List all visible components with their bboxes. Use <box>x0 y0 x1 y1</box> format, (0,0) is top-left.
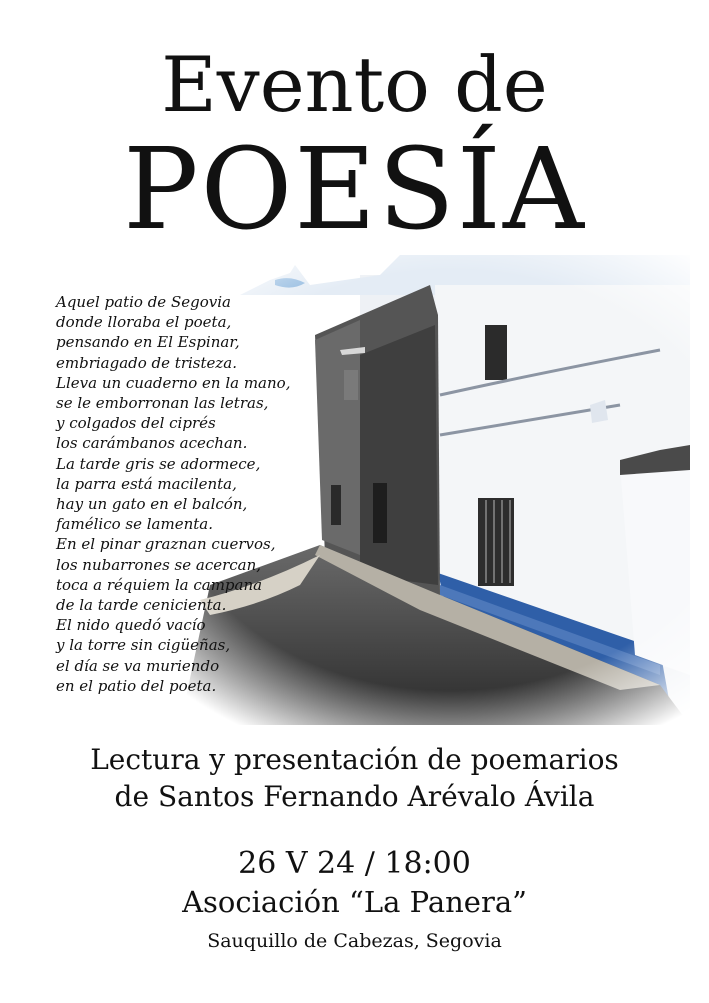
title-line-2: POESÍA <box>123 125 586 255</box>
poem-text <box>56 292 356 696</box>
poem-line: Lleva un cuaderno en la mano, <box>56 373 291 392</box>
title-line-1: Evento de <box>161 40 548 129</box>
poem-line: de la tarde cenicienta. <box>56 596 227 615</box>
poem-line: los carámbanos acechan. <box>56 434 248 453</box>
event-location: Sauquillo de Cabezas, Segovia <box>207 930 502 952</box>
poem-line: el día se va muriendo <box>56 656 220 675</box>
event-datetime: 26 V 24 / 18:00 <box>238 846 471 881</box>
poem-line: la parra está macilenta, <box>56 474 237 493</box>
poem-line: en el patio del poeta. <box>56 676 217 695</box>
poem-line: toca a réquiem la campana <box>56 575 263 594</box>
poem-line: En el pinar graznan cuervos, <box>56 535 276 554</box>
poem-line: hay un gato en el balcón, <box>56 495 248 514</box>
subtitle-line-1: Lectura y presentación de poemarios <box>90 743 619 776</box>
poem-line: El nido quedó vacío <box>56 616 206 635</box>
poem-line: se le emborronan las letras, <box>56 394 269 413</box>
poem-line: los nubarrones se acercan, <box>56 555 262 574</box>
poem-line: Aquel patio de Segovia <box>56 293 231 311</box>
poem-line: donde lloraba el poeta, <box>56 313 232 332</box>
poem-line: famélico se lamenta. <box>56 515 213 534</box>
poem-line: y colgados del ciprés <box>56 414 216 433</box>
subtitle-line-2: de Santos Fernando Arévalo Ávila <box>114 780 595 813</box>
poem-line: y la torre sin cigüeñas, <box>56 636 231 655</box>
event-venue: Asociación “La Panera” <box>182 885 527 919</box>
poem-line: pensando en El Espinar, <box>56 333 240 352</box>
poem-line: embriagado de tristeza. <box>56 353 238 372</box>
poem-line: La tarde gris se adormece, <box>56 454 261 473</box>
